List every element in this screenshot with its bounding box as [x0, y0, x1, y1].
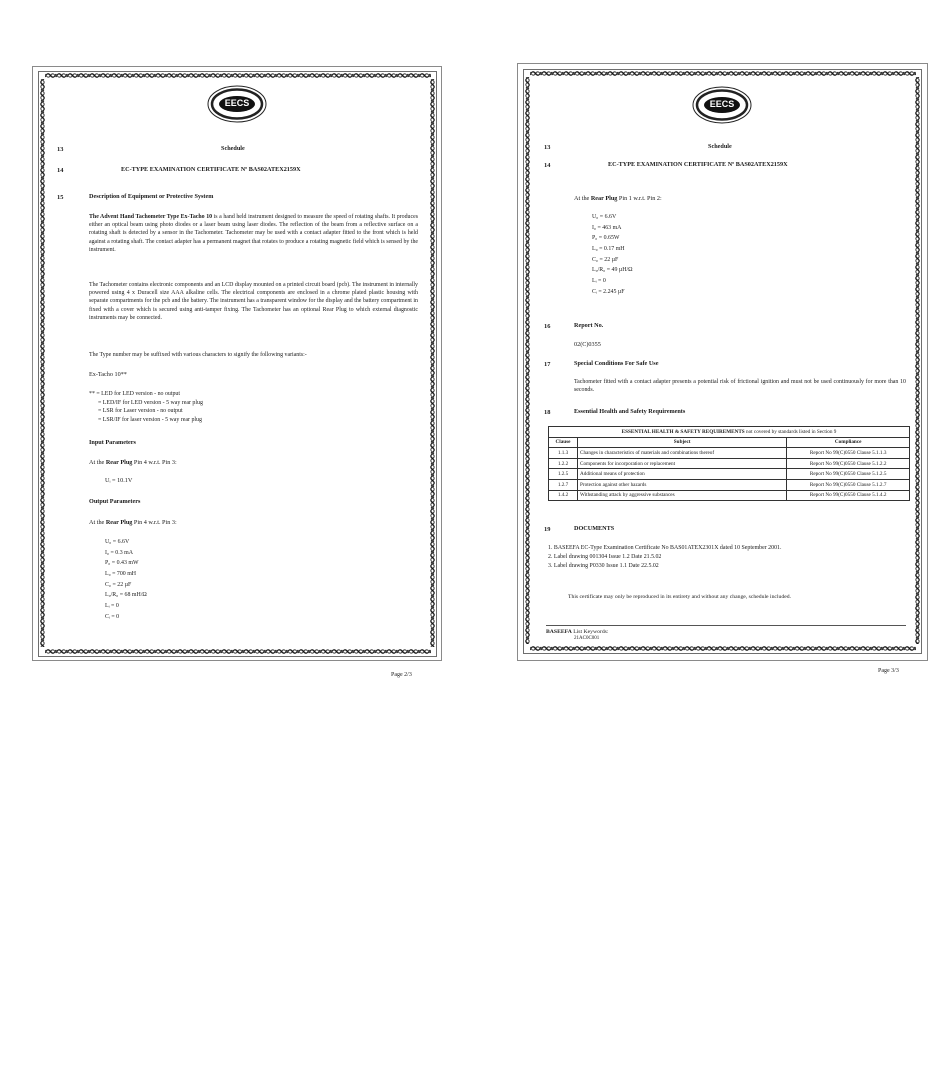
page-number: Page 2/3 — [391, 672, 412, 678]
table-row — [549, 490, 910, 501]
section-number-19: 19 — [544, 526, 551, 533]
eecs-logo — [207, 85, 267, 123]
table-title-rest: not covered by standards listed in Section 9 — [744, 428, 837, 435]
keywords-value: 21AC0C001 — [574, 636, 600, 641]
rear-plug-label: Rear Plug — [590, 195, 618, 202]
column-header-subject: Subject — [578, 437, 787, 448]
page-number: Page 3/3 — [878, 668, 899, 674]
document-item: 2. Label drawing 001304 Issue 1.2 Date 21.5.02 — [548, 554, 662, 560]
subject-cell: Withstanding attack by aggressive substances — [578, 490, 787, 501]
table-title-bold: ESSENTIAL HEALTH & SAFETY REQUIREMENTS — [621, 428, 745, 435]
ehsr-heading: Essential Health and Safety Requirements — [574, 408, 686, 415]
reproduction-note: This certificate may only be reproduced in its entirety and without any change, schedule included. — [568, 594, 792, 600]
table-row — [549, 458, 910, 469]
compliance-cell: Report No 99(C)0550 Clause 5.1.4.2 — [787, 490, 910, 501]
special-conditions-text: Tachometer fitted with a contact adapter presents a potential risk of frictional ignition and must not be used continuously for more than 10 seconds. — [574, 379, 906, 394]
decorative-chain-left — [523, 77, 532, 644]
product-name: The Advent Hand Tachometer Type Ex-Tacho 10 — [89, 214, 213, 220]
clause-cell: 1.2.2 — [549, 458, 578, 469]
table-title-row — [549, 427, 910, 438]
output-parameter: L₀/R₀ = 49 µH/Ω — [592, 267, 633, 274]
document-item: 1. BASEEFA EC-Type Examination Certificate No BAS01ATEX2301X dated 10 September 2001. — [548, 545, 782, 551]
schedule-heading: Schedule — [708, 143, 732, 150]
compliance-cell: Report No 99(C)0550 Clause 5.1.2.5 — [787, 469, 910, 480]
output-parameter: Cᵢ = 0 — [105, 613, 120, 620]
variant-code: Ex-Tacho 10** — [89, 371, 127, 378]
intro-text: Pin 4 w.r.t. Pin 3: — [132, 459, 177, 466]
clause-cell: 1.1.3 — [549, 448, 578, 459]
logo-text: EECS — [709, 99, 735, 109]
output-parameters-intro — [89, 519, 177, 526]
output-parameter: L₀ = 0.17 mH — [592, 246, 625, 253]
subject-cell: Additional means of protection — [578, 469, 787, 480]
intro-text: At the — [89, 519, 106, 526]
certificate-page-2 — [32, 66, 442, 678]
decorative-chain-bottom — [530, 644, 916, 653]
eecs-logo — [692, 86, 752, 124]
description-paragraph-2: The Tachometer contains electronic components and an LCD display mounted on a printed circuit board (pcb). The instrument in internally powered using 4 x Duracell size AAA alkaline cells. The electrical components are enclosed in a chrome plated plastic housing with separate compartments for the pcb and the battery. The instrument has a transparent window for the display and the battery compartment in fixed with a cover which is secured using anti-tamper fixing. The Tachometer has an optional Rear Plug to which external diagnostic instruments may be connected. — [89, 282, 418, 321]
compliance-cell: Report No 99(C)0550 Clause 5.1.2.2 — [787, 458, 910, 469]
output-parameter: P₀ = 0.65W — [592, 235, 620, 242]
documents-list — [548, 544, 781, 571]
table-row — [549, 469, 910, 480]
description-text: is a hand held instrument designed to measure the speed of rotating shafts. It produces either an optical beam using photo diodes or a laser beam using laser diodes. The reflection of the beam from a reflective surface on a rotating shaft is detected by a sensor in the Tachometer. Tachometer may be used with a contact adapter fitted to the front which is held against a rotating shaft. The contact adapter has a permanent magnet that rotates to produce a rotating magnetic field which is sensed by the instrument. — [89, 214, 418, 253]
section-number-13: 13 — [57, 146, 64, 153]
output-parameter-list — [105, 537, 147, 623]
output-parameters-heading: Output Parameters — [89, 498, 141, 505]
table-row — [549, 448, 910, 459]
section-number-17: 17 — [544, 361, 551, 368]
rear-plug-label: Rear Plug — [105, 519, 133, 526]
documents-heading: DOCUMENTS — [574, 525, 615, 532]
description-paragraph-1 — [89, 213, 418, 254]
output-parameter: Lᵢ = 0 — [105, 603, 119, 610]
input-parameters-heading: Input Parameters — [89, 439, 136, 446]
variant-item: = LED/IF for LED version - 5 way rear plug — [98, 399, 203, 406]
certificate-title: EC-TYPE EXAMINATION CERTIFICATE Nº BAS02ATEX2159X — [121, 166, 301, 173]
section-number-16: 16 — [544, 323, 551, 330]
rear-plug-parameter-list — [592, 212, 633, 298]
report-heading: Report No. — [574, 322, 604, 329]
variant-item: ** = LED for LED version - no output — [89, 391, 181, 397]
output-parameter: C₀ = 22 µF — [592, 256, 619, 263]
rear-plug-label: Rear Plug — [105, 459, 133, 466]
output-parameter: I₀ = 0.3 mA — [105, 549, 133, 556]
section-number-18: 18 — [544, 409, 551, 416]
intro-text: Pin 4 w.r.t. Pin 3: — [132, 519, 177, 526]
subject-cell: Components for incorporation or replacement — [578, 458, 787, 469]
table-header-row — [549, 437, 910, 448]
variants-intro: The Type number may be suffixed with various characters to signify the following variants:- — [89, 352, 307, 358]
section-number-14: 14 — [57, 167, 64, 174]
document-item: 3. Label drawing P0330 Issue 1.1 Date 22.5.02 — [548, 563, 659, 569]
output-parameter: U₀ = 6.6V — [592, 214, 617, 220]
subject-cell: Changes in characteristics of materials and combinations thereof — [578, 448, 787, 459]
report-number: 02(C)0355 — [574, 341, 601, 348]
variant-item: = LSR/IF for laser version - 5 way rear plug — [98, 417, 202, 424]
table-title — [549, 427, 910, 438]
decorative-chain-right — [428, 79, 437, 647]
intro-text: At the — [574, 195, 591, 202]
section-number-14: 14 — [544, 162, 551, 169]
input-voltage: Uᵢ = 10.1V — [105, 477, 133, 484]
output-parameter: Lᵢ = 0 — [592, 278, 606, 285]
output-parameter: Cᵢ = 2.245 µF — [592, 288, 625, 295]
clause-cell: 1.4.2 — [549, 490, 578, 501]
logo-text: EECS — [224, 98, 250, 108]
compliance-cell: Report No 99(C)0550 Clause 5.1.2.7 — [787, 479, 910, 490]
clause-cell: 1.2.7 — [549, 479, 578, 490]
keywords-label — [546, 629, 608, 636]
description-heading: Description of Equipment or Protective System — [89, 193, 214, 200]
intro-text: At the — [89, 459, 106, 466]
section-number-13: 13 — [544, 144, 551, 151]
rear-plug-intro — [574, 195, 662, 202]
decorative-chain-top — [45, 71, 431, 80]
output-parameter: I₀ = 463 mA — [592, 224, 622, 231]
output-parameter: L₀/R₀ = 68 mH/Ω — [105, 592, 147, 599]
ehsr-table — [548, 426, 910, 501]
decorative-chain-top — [530, 69, 916, 78]
clause-cell: 1.2.5 — [549, 469, 578, 480]
intro-text: Pin 1 w.r.t. Pin 2: — [617, 195, 662, 202]
page-2-border — [38, 71, 437, 657]
special-conditions-heading: Special Conditions For Safe Use — [574, 360, 659, 367]
column-header-clause: Clause — [549, 437, 578, 448]
decorative-chain-bottom — [45, 647, 431, 656]
table-row — [549, 479, 910, 490]
output-parameter: P₀ = 0.43 mW — [105, 560, 139, 567]
output-parameter: C₀ = 22 µF — [105, 581, 132, 588]
input-parameters-intro — [89, 459, 177, 466]
output-parameter: L₀ = 700 mH — [105, 571, 137, 578]
certificate-page-3 — [517, 63, 928, 674]
section-number-15: 15 — [57, 194, 64, 201]
baseefa-label: BASEEFA — [546, 629, 572, 635]
subject-cell: Protection against other hazards — [578, 479, 787, 490]
variant-item: = LSR for Laser version - no output — [98, 408, 183, 415]
compliance-cell: Report No 99(C)0550 Clause 5.1.1.3 — [787, 448, 910, 459]
column-header-compliance: Compliance — [787, 437, 910, 448]
variant-list — [89, 390, 203, 425]
keywords-text: List Keywords: — [571, 629, 609, 635]
decorative-chain-left — [38, 79, 47, 647]
schedule-heading: Schedule — [221, 145, 245, 152]
certificate-title: EC-TYPE EXAMINATION CERTIFICATE Nº BAS02ATEX2159X — [608, 161, 788, 168]
output-parameter: U₀ = 6.6V — [105, 539, 130, 545]
keywords-divider — [546, 625, 906, 626]
decorative-chain-right — [913, 77, 922, 644]
